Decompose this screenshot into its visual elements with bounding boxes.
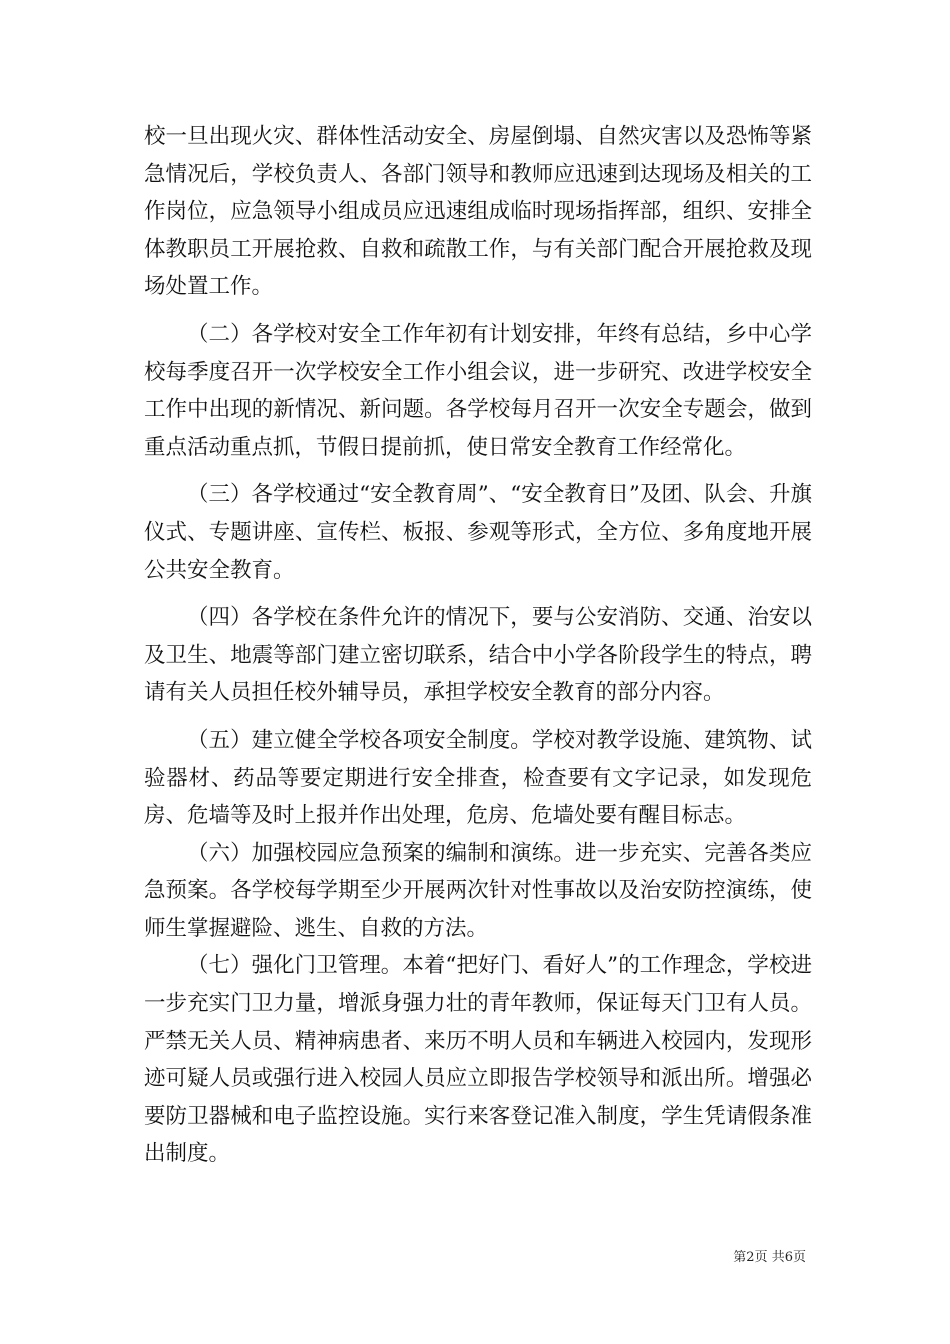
paragraph-item-3: （三）各学校通过“安全教育周”、“安全教育日”及团、队会、升旗仪式、专题讲座、宣传栏、板报、参观等形式，全方位、多角度地开展公共安全教育。 <box>144 482 812 583</box>
footer-middle: 页 共 <box>754 1250 785 1265</box>
footer-suffix: 页 <box>792 1250 806 1265</box>
document-body <box>144 118 812 1173</box>
page-number-footer <box>733 1246 806 1265</box>
footer-total-pages: 6 <box>784 1250 793 1265</box>
paragraph-continuation: 校一旦出现火灾、群体性活动安全、房屋倒塌、自然灾害以及恐怖等紧急情况后，学校负责人、各部门领导和教师应迅速到达现场及相关的工作岗位，应急领导小组成员应迅速组成临时现场指挥部，组织、安排全体教职员工开展抢救、自救和疏散工作，与有关部门配合开展抢救及现场处置工作。 <box>144 124 812 300</box>
paragraph-item-6: （六）加强校园应急预案的编制和演练。进一步充实、完善各类应急预案。各学校每学期至少开展两次针对性事故以及治安防控演练，使师生掌握避险、逃生、自救的方法。 <box>144 840 812 941</box>
paragraph-item-4: （四）各学校在条件允许的情况下，要与公安消防、交通、治安以及卫生、地震等部门建立密切联系，结合中小学各阶段学生的特点，聘请有关人员担任校外辅导员，承担学校安全教育的部分内容。 <box>144 605 812 706</box>
footer-prefix: 第 <box>733 1250 747 1265</box>
paragraph-item-7: （七）强化门卫管理。本着“把好门、看好人”的工作理念，学校进一步充实门卫力量，增派身强力壮的青年教师，保证每天门卫有人员。严禁无关人员、精神病患者、来历不明人员和车辆进入校园内，发现形迹可疑人员或强行进入校园人员应立即报告学校领导和派出所。增强必要防卫器械和电子监控设施。实行来客登记准入制度，学生凭请假条准出制度。 <box>144 953 812 1167</box>
footer-current-page: 2 <box>746 1250 755 1265</box>
paragraph-item-5: （五）建立健全学校各项安全制度。学校对教学设施、建筑物、试验器材、药品等要定期进行安全排查，检查要有文字记录，如发现危房、危墙等及时上报并作出处理，危房、危墙处要有醒目标志。 <box>144 727 812 829</box>
paragraph-item-2: （二）各学校对安全工作年初有计划安排，年终有总结，乡中心学校每季度召开一次学校安全工作小组会议，进一步研究、改进学校安全工作中出现的新情况、新问题。各学校每月召开一次安全专题会，做到重点活动重点抓，节假日提前抓，使日常安全教育工作经常化。 <box>144 321 812 460</box>
